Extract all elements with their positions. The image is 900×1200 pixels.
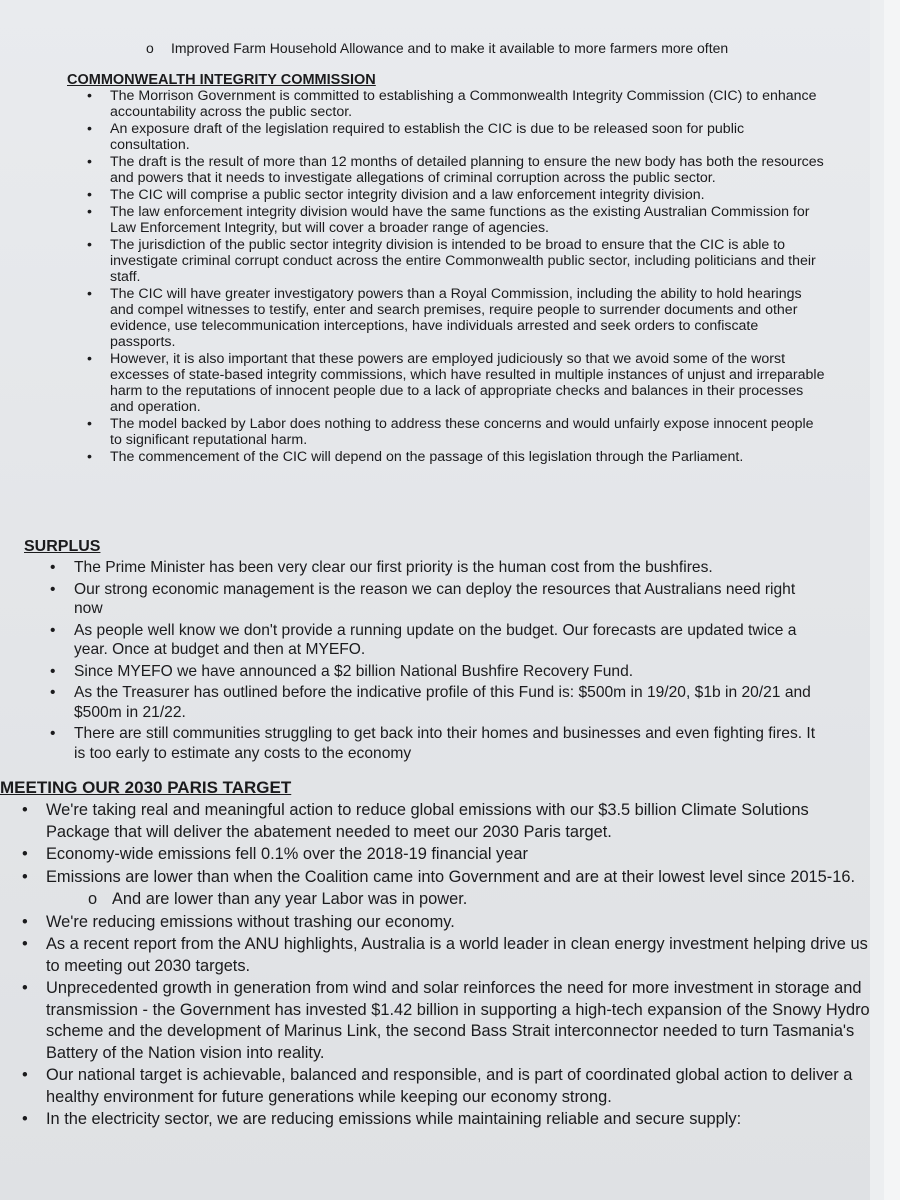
list-item-text: As people well know we don't provide a running update on the budget. Our forecasts are updated twice a year. Once at budget and then at MYEFO. [74,621,797,658]
section-surplus [24,538,824,765]
list-item-text: In the electricity sector, we are reducing emissions while maintaining reliable and secure supply: [46,1110,742,1128]
list-item-text: There are still communities struggling to get back into their homes and businesses and even fighting fires. It is too early to estimate any costs to the economy [74,725,816,762]
list-item [0,889,870,911]
list-item [24,558,824,578]
list-item [24,580,824,619]
bullet-marker: • [50,559,56,576]
bullet-marker: • [50,621,56,639]
list-item-text: Our strong economic management is the reason we can deploy the resources that Australians need right now [74,580,796,617]
list-item-text: We're reducing emissions without trashing our economy. [46,912,455,931]
bullet-list [67,88,827,465]
bullet-marker: o [88,890,98,908]
list-item [0,867,870,889]
bullet-marker: • [87,187,92,203]
bullet-marker: • [50,580,56,598]
list-item-text: The model backed by Labor does nothing to address these concerns and would unfairly expose innocent people to significant reputational harm. [110,416,814,448]
list-item [24,662,824,682]
list-item-text: The CIC will have greater investigatory powers than a Royal Commission, including the ability to hold hearings and compel witnesses to testify, enter and search premises, require people to surrender documents and other evidence, use telecommunication interceptions, have individuals arrested and seek orders to confiscate passports. [110,286,802,350]
list-item-text: The CIC will comprise a public sector integrity division and a law enforcement integrity division. [110,187,705,203]
list-item [0,978,870,1064]
list-item [67,237,827,285]
list-item [0,800,870,843]
list-item [0,934,870,977]
list-item-text: We're taking real and meaningful action to reduce global emissions with our $3.5 billion Climate Solutions Package that will deliver the abatement needed to meet our 2030 Paris target. [46,801,809,841]
list-item [67,121,827,153]
list-item-text: The commencement of the CIC will depend on the passage of this legislation through the Parliament. [110,449,744,465]
list-item-text: The law enforcement integrity division would have the same functions as the existing Australian Commission for Law Enforcement Integrity, but will cover a broader range of agencies. [110,204,810,236]
bullet-marker: • [22,935,28,953]
list-item [67,204,827,236]
bullet-marker: • [87,286,92,302]
bullet-marker: • [22,1066,28,1084]
bullet-marker: • [87,88,92,104]
list-item-text: As the Treasurer has outlined before the indicative profile of this Fund is: $500m in 19/20, $1b in 20/21 and $500m in 21/22. [74,684,811,721]
section-heading: MEETING OUR 2030 PARIS TARGET [0,778,292,797]
bullet-list [0,800,870,1131]
bullet-marker: • [22,912,28,931]
list-item-text: Our national target is achievable, balanced and responsible, and is part of coordinated global action to deliver a healthy environment for future generations while keeping our economy strong. [46,1066,853,1106]
bullet-marker: • [22,1110,28,1128]
list-item-text: The Morrison Government is committed to establishing a Commonwealth Integrity Commission (CIC) to enhance accountability across the public sector. [110,88,817,120]
list-item [67,416,827,448]
list-item-text: However, it is also important that these powers are employed judiciously so that we avoid some of the worst excesses of state-based integrity commissions, which have resulted in multiple instances of unjust and irreparable harm to the reputations of innocent people due to a lack of appropriate checks and balances in their processes and operation. [110,351,825,415]
section-integrity-commission [67,72,827,466]
page-edge-behind [870,0,884,1200]
list-item-text: The jurisdiction of the public sector integrity division is intended to be broad to ensure that the CIC is able to investigate criminal corrupt conduct across the entire Commonwealth public sector, including politicians and their staff. [110,237,816,285]
list-item [67,187,827,203]
bullet-marker: • [87,351,92,367]
section-paris-target [0,778,870,1132]
list-item [0,912,870,934]
bullet-marker: • [22,979,28,997]
bullet-marker: • [87,416,92,432]
list-item [67,286,827,350]
bullet-marker: • [22,801,28,819]
bullet-marker: • [22,845,28,863]
list-item [24,621,824,660]
list-item [24,724,824,763]
sub-bullet-marker: o [146,40,154,56]
page-edge-behind [884,0,900,1200]
list-item [0,844,870,866]
sub-bullet-text: Improved Farm Household Allowance and to make it available to more farmers more often [171,40,729,56]
bullet-marker: • [87,237,92,253]
list-item-text: Economy-wide emissions fell 0.1% over the 2018-19 financial year [46,845,528,863]
bullet-marker: • [87,449,92,465]
list-item-text: Emissions are lower than when the Coalition came into Government and are at their lowest level since 2015-16. [46,867,856,886]
list-item [0,1065,870,1108]
list-item-text: Unprecedented growth in generation from wind and solar reinforces the need for more investment in storage and transmission - the Government has invested $1.42 billion in supporting a high-tech expansion of the Snowy Hydro scheme and the development of Marinus Link, the second Bass Strait interconnector needed to turn Tasmania's Battery of the Nation vision into reality. [46,979,870,1062]
list-item [24,683,824,722]
list-item [67,88,827,120]
bullet-marker: • [50,725,56,742]
bullet-marker: • [22,867,28,886]
bullet-list [24,558,824,763]
list-item-text: As a recent report from the ANU highlights, Australia is a world leader in clean energy investment helping drive us to meeting out 2030 targets. [46,935,868,975]
section-heading: SURPLUS [24,538,101,555]
list-item-text: And are lower than any year Labor was in power. [112,890,468,908]
list-item-text: An exposure draft of the legislation required to establish the CIC is due to be released soon for public consultation. [110,121,745,153]
list-item [67,154,827,186]
list-item [67,351,827,415]
section-heading: COMMONWEALTH INTEGRITY COMMISSION [67,72,376,88]
list-item-text: The Prime Minister has been very clear our first priority is the human cost from the bushfires. [74,559,713,576]
list-item [67,449,827,465]
bullet-marker: • [87,154,92,170]
list-item [0,1109,870,1131]
bullet-marker: • [50,662,56,680]
bullet-marker: • [87,121,92,137]
bullet-marker: • [50,684,56,701]
list-item-text: Since MYEFO we have announced a $2 billion National Bushfire Recovery Fund. [74,662,634,680]
list-item-text: The draft is the result of more than 12 months of detailed planning to ensure the new body has both the resources and powers that it needs to investigate allegations of criminal corruption across the public sector. [110,154,824,186]
bullet-marker: • [87,204,92,220]
